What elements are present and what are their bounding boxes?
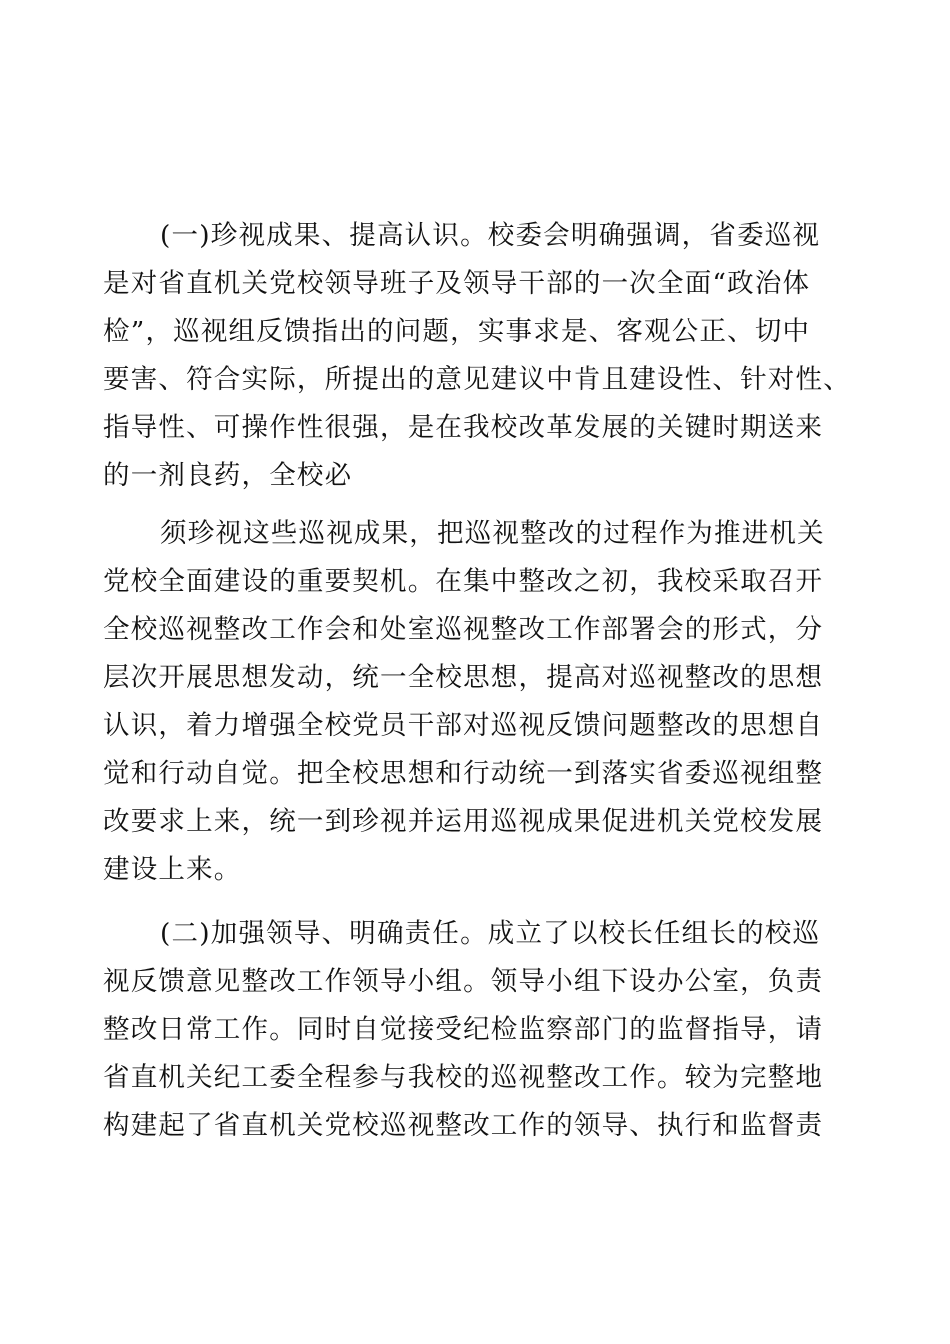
paragraph-2-line-6: 觉和行动自觉。把全校思想和行动统一到落实省委巡视组整 [103, 758, 824, 789]
paragraph-2-line-7: 改要求上来，统一到珍视并运用巡视成果促进机关党校发展 [103, 806, 824, 837]
paragraph-1-line-4: 要害、符合实际，所提出的意见建议中肯且建设性、针对性、 [103, 364, 851, 395]
paragraph-2-line-3: 全校巡视整改工作会和处室巡视整改工作部署会的形式，分 [103, 614, 824, 645]
paragraph-3-line-2: 视反馈意见整改工作领导小组。领导小组下设办公室，负责 [103, 966, 824, 997]
paragraph-2-line-4: 层次开展思想发动，统一全校思想，提高对巡视整改的思想 [103, 662, 824, 693]
paragraph-3-line-5: 构建起了省直机关党校巡视整改工作的领导、执行和监督责 [103, 1110, 824, 1141]
paragraph-2-line-8: 建设上来。 [103, 854, 242, 885]
paragraph-3-line-1: (二)加强领导、明确责任。成立了以校长任组长的校巡 [160, 918, 821, 949]
paragraph-2-line-1: 须珍视这些巡视成果，把巡视整改的过程作为推进机关 [160, 518, 825, 549]
paragraph-3-line-4: 省直机关纪工委全程参与我校的巡视整改工作。较为完整地 [103, 1062, 824, 1093]
paragraph-1-line-2: 是对省直机关党校领导班子及领导干部的一次全面“政治体 [103, 268, 811, 299]
paragraph-2-line-2: 党校全面建设的重要契机。在集中整改之初，我校采取召开 [103, 566, 824, 597]
paragraph-3-line-3: 整改日常工作。同时自觉接受纪检监察部门的监督指导，请 [103, 1014, 824, 1045]
paragraph-1-line-1: (一)珍视成果、提高认识。校委会明确强调，省委巡视 [160, 220, 821, 251]
paragraph-2-line-5: 认识，着力增强全校党员干部对巡视反馈问题整改的思想自 [103, 710, 824, 741]
paragraph-1-line-5: 指导性、可操作性很强，是在我校改革发展的关键时期送来 [103, 412, 824, 443]
paragraph-1-line-6: 的一剂良药，全校必 [103, 460, 353, 491]
paragraph-1-line-3: 检”，巡视组反馈指出的问题，实事求是、客观公正、切中 [103, 316, 811, 347]
